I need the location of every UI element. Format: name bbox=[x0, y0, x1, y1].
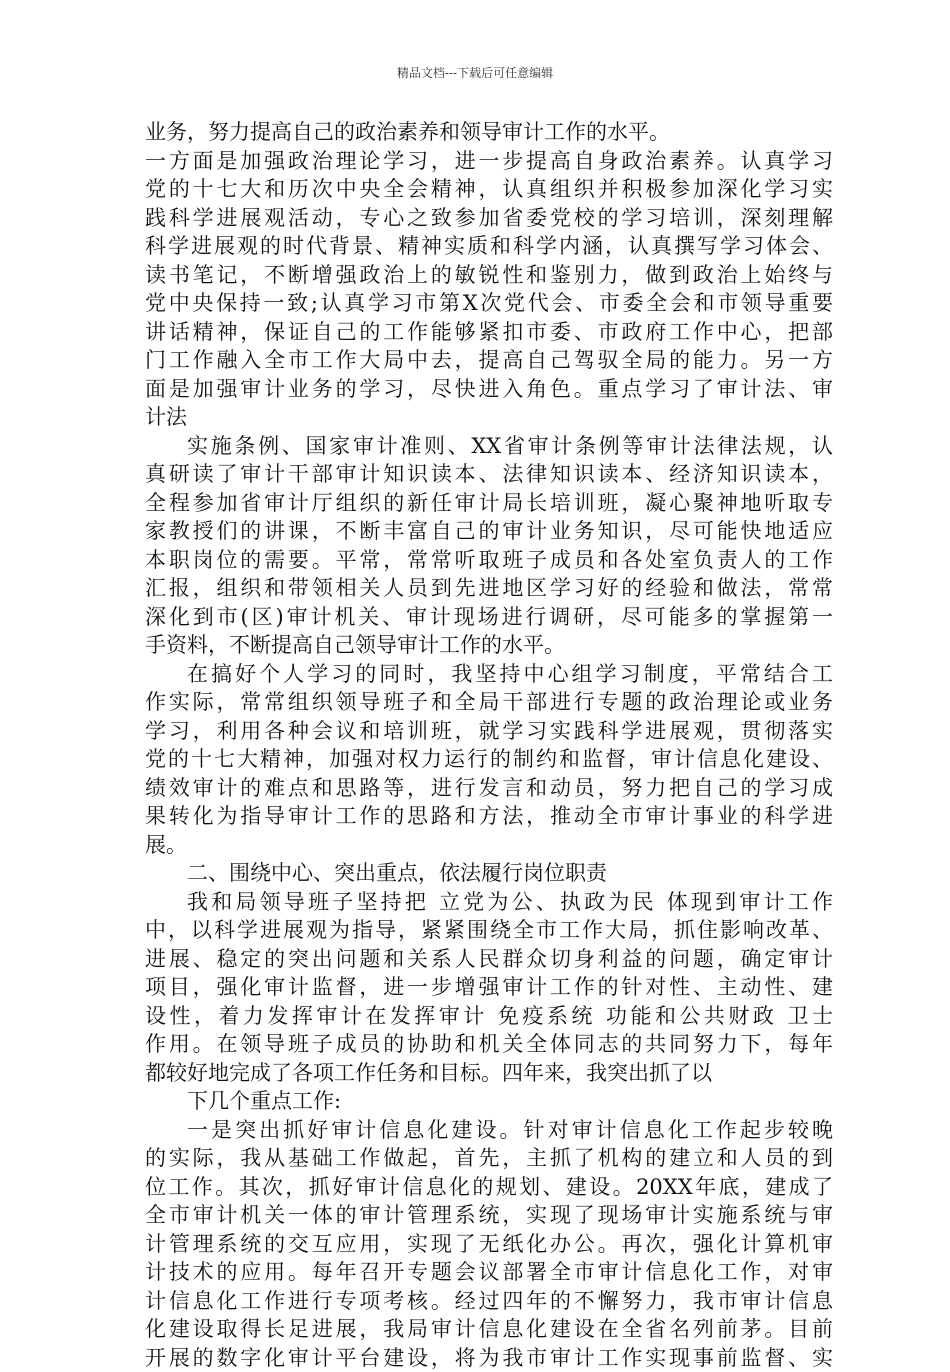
text-line: 读书笔记，不断增强政治上的敏锐性和鉴别力，做到政治上始终与 bbox=[145, 261, 833, 290]
text-line: 实施条例、国家审计准则、XX省审计条例等审计法律法规，认 bbox=[145, 432, 833, 461]
text-line: 本职岗位的需要。平常，常常听取班子成员和各处室负责人的工作 bbox=[145, 546, 833, 575]
text-line: 全程参加省审计厅组织的新任审计局长培训班，凝心聚神地听取专 bbox=[145, 489, 833, 518]
text-line: 一是突出抓好审计信息化建设。针对审计信息化工作起步较晚 bbox=[145, 1116, 833, 1145]
text-line: 党的十七大和历次中央全会精神，认真组织并积极参加深化学习实 bbox=[145, 175, 833, 204]
text-line: 作实际，常常组织领导班子和全局干部进行专题的政治理论或业务 bbox=[145, 688, 833, 717]
text-line: 党的十七大精神，加强对权力运行的制约和监督，审计信息化建设、 bbox=[145, 745, 833, 774]
text-line: 汇报，组织和带领相关人员到先进地区学习好的经验和做法，常常 bbox=[145, 574, 833, 603]
text-line: 手资料，不断提高自己领导审计工作的水平。 bbox=[145, 631, 833, 660]
text-line: 的实际，我从基础工作做起，首先，主抓了机构的建立和人员的到 bbox=[145, 1144, 833, 1173]
text-line: 化建设取得长足进展，我局审计信息化建设在全省名列前茅。目前 bbox=[145, 1315, 833, 1344]
text-line: 计法 bbox=[145, 403, 833, 432]
text-line: 二、围绕中心、突出重点，依法履行岗位职责 bbox=[145, 859, 833, 888]
text-line: 进展、稳定的突出问题和关系人民群众切身利益的问题，确定审计 bbox=[145, 945, 833, 974]
text-line: 计信息化工作进行专项考核。经过四年的不懈努力，我市审计信息 bbox=[145, 1287, 833, 1316]
text-line: 在搞好个人学习的同时，我坚持中心组学习制度，平常结合工 bbox=[145, 660, 833, 689]
text-line: 全市审计机关一体的审计管理系统，实现了现场审计实施系统与审 bbox=[145, 1201, 833, 1230]
text-line: 项目，强化审计监督，进一步增强审计工作的针对性、主动性、建 bbox=[145, 973, 833, 1002]
text-line: 绩效审计的难点和思路等，进行发言和动员，努力把自己的学习成 bbox=[145, 774, 833, 803]
text-line: 我和局领导班子坚持把 立党为公、执政为民 体现到审计工作 bbox=[145, 888, 833, 917]
text-line: 业务，努力提高自己的政治素养和领导审计工作的水平。 bbox=[145, 118, 833, 147]
text-line: 位工作。其次，抓好审计信息化的规划、建设。20XX年底，建成了 bbox=[145, 1173, 833, 1202]
text-line: 面是加强审计业务的学习，尽快进入角色。重点学习了审计法、审 bbox=[145, 375, 833, 404]
text-line: 讲话精神，保证自己的工作能够紧扣市委、市政府工作中心，把部 bbox=[145, 318, 833, 347]
text-line: 学习，利用各种会议和培训班，就学习实践科学进展观，贯彻落实 bbox=[145, 717, 833, 746]
text-line: 都较好地完成了各项工作任务和目标。四年来，我突出抓了以 bbox=[145, 1059, 833, 1088]
text-line: 践科学进展观活动，专心之致参加省委党校的学习培训，深刻理解 bbox=[145, 204, 833, 233]
document-body bbox=[145, 118, 833, 1372]
text-line: 家教授们的讲课，不断丰富自己的审计业务知识，尽可能快地适应 bbox=[145, 517, 833, 546]
text-line: 作用。在领导班子成员的协助和机关全体同志的共同努力下，每年 bbox=[145, 1030, 833, 1059]
text-line: 党中央保持一致;认真学习市第X次党代会、市委全会和市领导重要 bbox=[145, 289, 833, 318]
page-header: 精品文档---下载后可任意编辑 bbox=[0, 64, 950, 81]
text-line: 深化到市(区)审计机关、审计现场进行调研，尽可能多的掌握第一 bbox=[145, 603, 833, 632]
text-line: 科学进展观的时代背景、精神实质和科学内涵，认真撰写学习体会、 bbox=[145, 232, 833, 261]
text-line: 下几个重点工作: bbox=[145, 1087, 833, 1116]
text-line: 果转化为指导审计工作的思路和方法，推动全市审计事业的科学进 bbox=[145, 802, 833, 831]
text-line: 展。 bbox=[145, 831, 833, 860]
text-line: 计管理系统的交互应用，实现了无纸化办公。再次，强化计算机审 bbox=[145, 1230, 833, 1259]
text-line: 计技术的应用。每年召开专题会议部署全市审计信息化工作，对审 bbox=[145, 1258, 833, 1287]
text-line: 设性，着力发挥审计在发挥审计 免疫系统 功能和公共财政 卫士 bbox=[145, 1002, 833, 1031]
text-line: 门工作融入全市工作大局中去，提高自己驾驭全局的能力。另一方 bbox=[145, 346, 833, 375]
text-line: 开展的数字化审计平台建设，将为我市审计工作实现事前监督、实 bbox=[145, 1344, 833, 1372]
text-line: 真研读了审计干部审计知识读本、法律知识读本、经济知识读本， bbox=[145, 460, 833, 489]
text-line: 一方面是加强政治理论学习，进一步提高自身政治素养。认真学习 bbox=[145, 147, 833, 176]
text-line: 中，以科学进展观为指导，紧紧围绕全市工作大局，抓住影响改革、 bbox=[145, 916, 833, 945]
